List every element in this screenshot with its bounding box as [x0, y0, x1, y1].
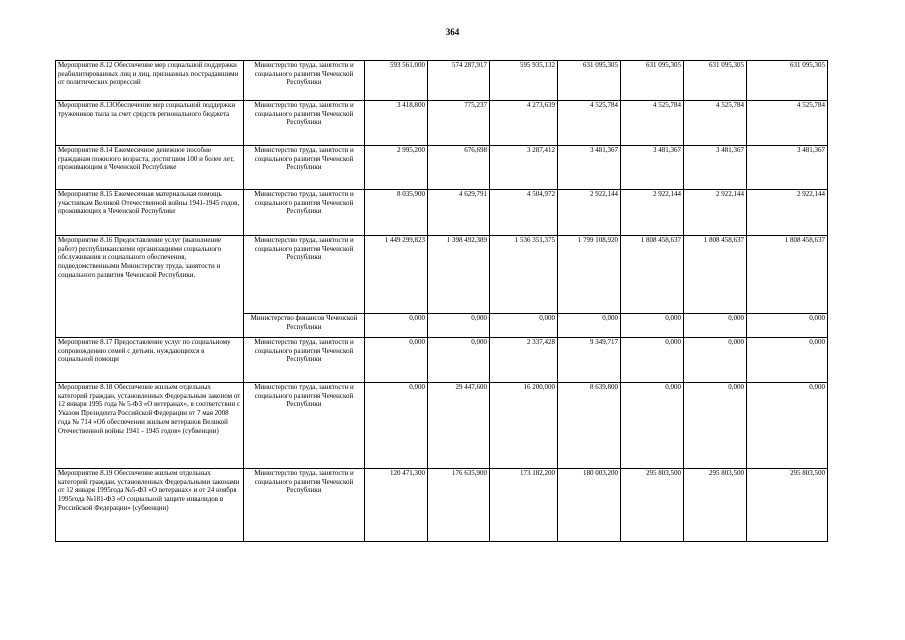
value-cell: 0,000: [490, 314, 558, 338]
agency-cell: Министерство труда, занятости и социального развития Чеченской Республики: [244, 146, 365, 190]
value-cell: 120 471,300: [365, 469, 428, 542]
value-cell: 4 525,784: [747, 101, 828, 146]
value-cell: 676,698: [428, 146, 490, 190]
table-row: [56, 61, 828, 101]
value-cell: 9 349,717: [558, 338, 621, 383]
value-cell: 0,000: [428, 338, 490, 383]
value-cell: 0,000: [621, 383, 684, 469]
event-cell: Мероприятие 8.12 Обеспечение мер социальной поддержки реабилитированных лиц и лиц, признанных пострадавшими от политических репрессий: [56, 61, 244, 101]
value-cell: 0,000: [684, 314, 747, 338]
table-row: [56, 469, 828, 542]
value-cell: 4 629,791: [428, 190, 490, 236]
event-cell: Мероприятие 8.14 Ежемесячное денежное пособие гражданам пожилого возраста, достигшим 100 и более лет, проживающим в Чеченской Республике: [56, 146, 244, 190]
value-cell: 0,000: [428, 314, 490, 338]
value-cell: 593 561,000: [365, 61, 428, 101]
value-cell: 631 095,305: [621, 61, 684, 101]
event-cell: Мероприятие 8.15 Ежемесячная материальная помощь участникам Великой Отечественной войны 1941-1945 годов, проживающих в Чеченской Республике: [56, 190, 244, 236]
agency-cell: Министерство труда, занятости и социального развития Чеченской Республики: [244, 101, 365, 146]
value-cell: 1 536 351,375: [490, 236, 558, 314]
event-cell: Мероприятие 8.17 Предоставление услуг по социальному сопровождению семей с детьми, нуждающихся в социальной помощи: [56, 338, 244, 383]
value-cell: 3 287,412: [490, 146, 558, 190]
value-cell: 8 639,800: [558, 383, 621, 469]
value-cell: 4 273,639: [490, 101, 558, 146]
value-cell: 2 922,144: [747, 190, 828, 236]
value-cell: 16 200,000: [490, 383, 558, 469]
event-cell: Мероприятие 8.13Обеспечение мер социальной поддержки тружеников тыла за счет средств регионального бюджета: [56, 101, 244, 146]
agency-cell: Министерство труда, занятости и социального развития Чеченской Республики: [244, 236, 365, 314]
value-cell: 1 808 458,637: [621, 236, 684, 314]
value-cell: 4 525,784: [621, 101, 684, 146]
agency-cell: Министерство труда, занятости и социального развития Чеченской Республики: [244, 469, 365, 542]
value-cell: 595 935,132: [490, 61, 558, 101]
agency-cell: Министерство труда, занятости и социального развития Чеченской Республики: [244, 190, 365, 236]
value-cell: 295 803,500: [621, 469, 684, 542]
event-cell: Мероприятие 8.18 Обеспечение жильем отдельных категорий граждан, установленных Федеральным законом от 12 января 1995 года № 5-ФЗ «О ветеранах», в соответствии с Указом Президента Российской Федерации от 7 мая 2008 года № 714 «Об обеспечении жильем ветеранов Великой Отечественной войны 1941 - 1945 годов» (субвенции): [56, 383, 244, 469]
value-cell: 0,000: [621, 338, 684, 383]
value-cell: 3 418,800: [365, 101, 428, 146]
value-cell: 0,000: [558, 314, 621, 338]
event-cell: Мероприятие 8.19 Обеспечение жильем отдельных категорий граждан, установленных Федеральными законами от 12 января 1995года №5-ФЗ «О ветеранах» и от 24 ноября 1995года №181-ФЗ «О социальной защите инвалидов в Российской Федерации» (субвенции): [56, 469, 244, 542]
budget-table: [55, 60, 828, 542]
value-cell: 3 481,367: [621, 146, 684, 190]
value-cell: 1 398 492,389: [428, 236, 490, 314]
event-cell: Мероприятие 8.16 Предоставление услуг (выполнение работ) республиканскими организациями социального обслуживания и социального обеспечения, подведомственными Министерству труда, занятости и социального развития Чеченской Республики.: [56, 236, 244, 338]
value-cell: 4 504,972: [490, 190, 558, 236]
table-row: [56, 146, 828, 190]
agency-cell: Министерство финансов Чеченской Республики: [244, 314, 365, 338]
value-cell: 2 337,428: [490, 338, 558, 383]
value-cell: 1 808 458,637: [684, 236, 747, 314]
value-cell: 2 922,144: [621, 190, 684, 236]
agency-cell: Министерство труда, занятости и социального развития Чеченской Республики: [244, 61, 365, 101]
value-cell: 295 803,500: [684, 469, 747, 542]
table-row: [56, 383, 828, 469]
value-cell: 0,000: [365, 383, 428, 469]
value-cell: 631 095,305: [747, 61, 828, 101]
value-cell: 574 287,917: [428, 61, 490, 101]
agency-cell: Министерство труда, занятости и социального развития Чеченской Республики: [244, 338, 365, 383]
value-cell: 2 922,144: [558, 190, 621, 236]
value-cell: 2 922,144: [684, 190, 747, 236]
value-cell: 4 525,784: [558, 101, 621, 146]
value-cell: 8 035,900: [365, 190, 428, 236]
value-cell: 3 481,367: [558, 146, 621, 190]
table-row: [56, 101, 828, 146]
value-cell: 775,237: [428, 101, 490, 146]
value-cell: 0,000: [365, 338, 428, 383]
value-cell: 0,000: [747, 314, 828, 338]
value-cell: 180 003,200: [558, 469, 621, 542]
value-cell: 0,000: [747, 383, 828, 469]
value-cell: 29 447,600: [428, 383, 490, 469]
value-cell: 631 095,305: [684, 61, 747, 101]
value-cell: 173 182,200: [490, 469, 558, 542]
value-cell: 295 803,500: [747, 469, 828, 542]
value-cell: 0,000: [621, 314, 684, 338]
value-cell: 4 525,784: [684, 101, 747, 146]
value-cell: 0,000: [747, 338, 828, 383]
value-cell: 3 481,367: [684, 146, 747, 190]
value-cell: 1 808 458,637: [747, 236, 828, 314]
agency-cell: Министерство труда, занятости и социального развития Чеченской Республики: [244, 383, 365, 469]
value-cell: 2 995,200: [365, 146, 428, 190]
value-cell: 631 095,305: [558, 61, 621, 101]
value-cell: 1 449 299,823: [365, 236, 428, 314]
value-cell: 1 799 108,920: [558, 236, 621, 314]
table-row: [56, 236, 828, 314]
value-cell: 3 481,367: [747, 146, 828, 190]
value-cell: 0,000: [684, 383, 747, 469]
value-cell: 176 635,900: [428, 469, 490, 542]
value-cell: 0,000: [684, 338, 747, 383]
table-row: [56, 190, 828, 236]
value-cell: 0,000: [365, 314, 428, 338]
page-number: 364: [445, 27, 460, 37]
table-row: [56, 338, 828, 383]
